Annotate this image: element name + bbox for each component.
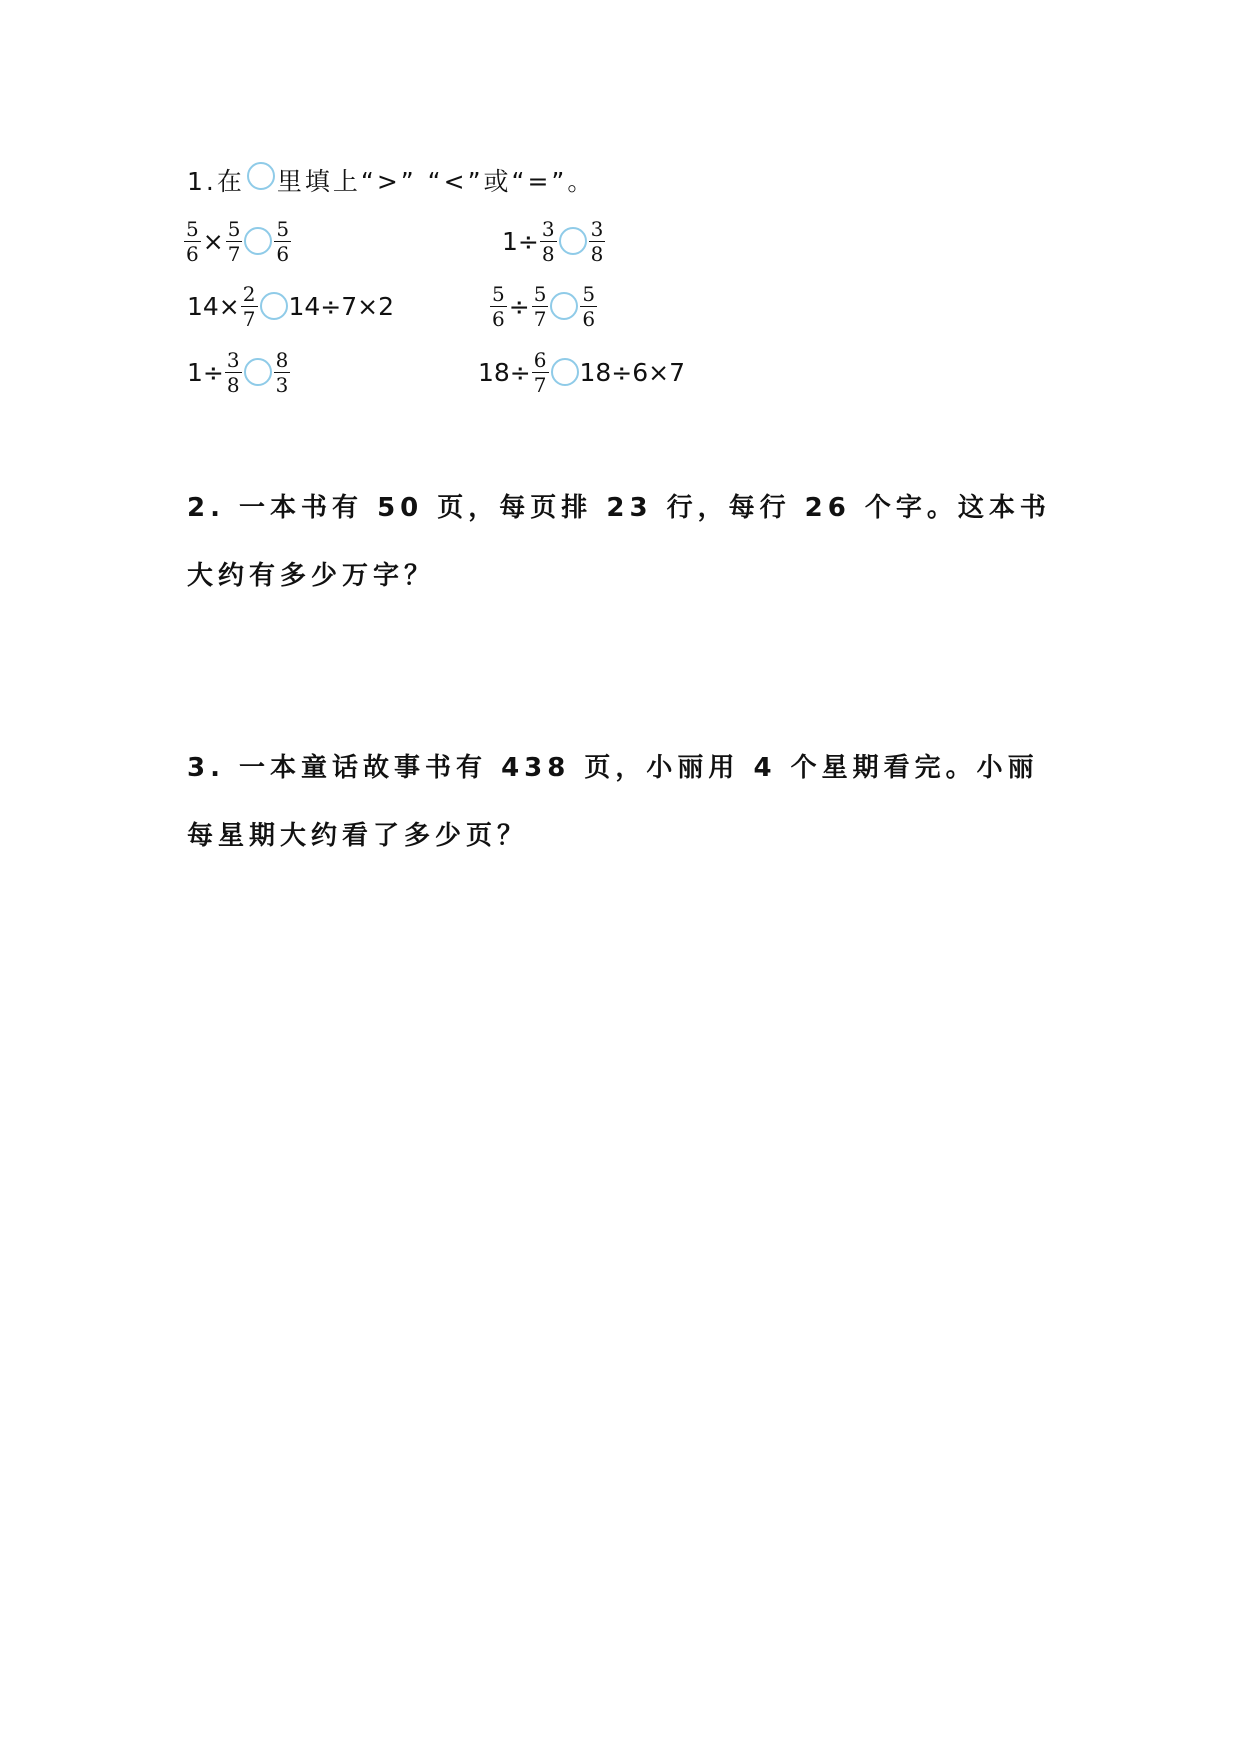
question-2-text: 2. 一本书有 50 页，每页排 23 行，每行 26 个字。这本书大约有多少万字？: [187, 493, 1051, 591]
answer-circle[interactable]: [244, 227, 272, 255]
fraction: $\frac{2}{7}$: [242, 281, 256, 331]
answer-circle[interactable]: [260, 292, 288, 320]
expression-text: 1÷: [187, 357, 224, 387]
operator: ÷: [508, 291, 530, 321]
fraction: $\frac{3}{8}$: [541, 216, 555, 266]
fraction: $\frac{5}{6}$: [276, 216, 290, 266]
answer-circle[interactable]: [559, 227, 587, 255]
comparison-item-a: [183, 210, 292, 272]
fraction: $\frac{5}{6}$: [582, 281, 596, 331]
comparison-item-f: [478, 341, 685, 403]
question-1-title-pre: 在: [216, 167, 245, 196]
comparison-item-e: [187, 341, 291, 403]
fraction: $\frac{5}{7}$: [227, 216, 241, 266]
question-1-title: [187, 162, 595, 202]
fraction: $\frac{3}{8}$: [590, 216, 604, 266]
fraction: $\frac{8}{3}$: [275, 347, 289, 397]
fraction: $\frac{5}{6}$: [492, 281, 505, 331]
fraction: $\frac{5}{6}$: [186, 216, 199, 266]
fraction: $\frac{3}{8}$: [226, 347, 240, 397]
question-1-number: 1.: [187, 167, 217, 196]
fraction: $\frac{6}{7}$: [533, 347, 547, 397]
expression-text: 1÷: [502, 226, 539, 256]
expression-text: 18÷6×7: [579, 357, 686, 387]
expression-text: 18÷: [478, 357, 531, 387]
fraction: $\frac{5}{7}$: [533, 281, 547, 331]
answer-circle-icon: [247, 162, 275, 190]
expression-text: 14÷7×2: [288, 291, 395, 321]
question-3-text: 3. 一本童话故事书有 438 页，小丽用 4 个星期看完。小丽每星期大约看了多少页？: [187, 753, 1039, 851]
answer-circle[interactable]: [244, 358, 272, 386]
comparison-item-b: [502, 210, 606, 272]
question-1-title-post: 里填上“>” “<”或“=”。: [276, 167, 596, 196]
comparison-item-c: [187, 275, 394, 337]
answer-circle[interactable]: [550, 292, 578, 320]
expression-text: 14×: [187, 291, 240, 321]
operator: ×: [202, 226, 224, 256]
answer-circle[interactable]: [551, 358, 579, 386]
comparison-item-d: [489, 275, 598, 337]
